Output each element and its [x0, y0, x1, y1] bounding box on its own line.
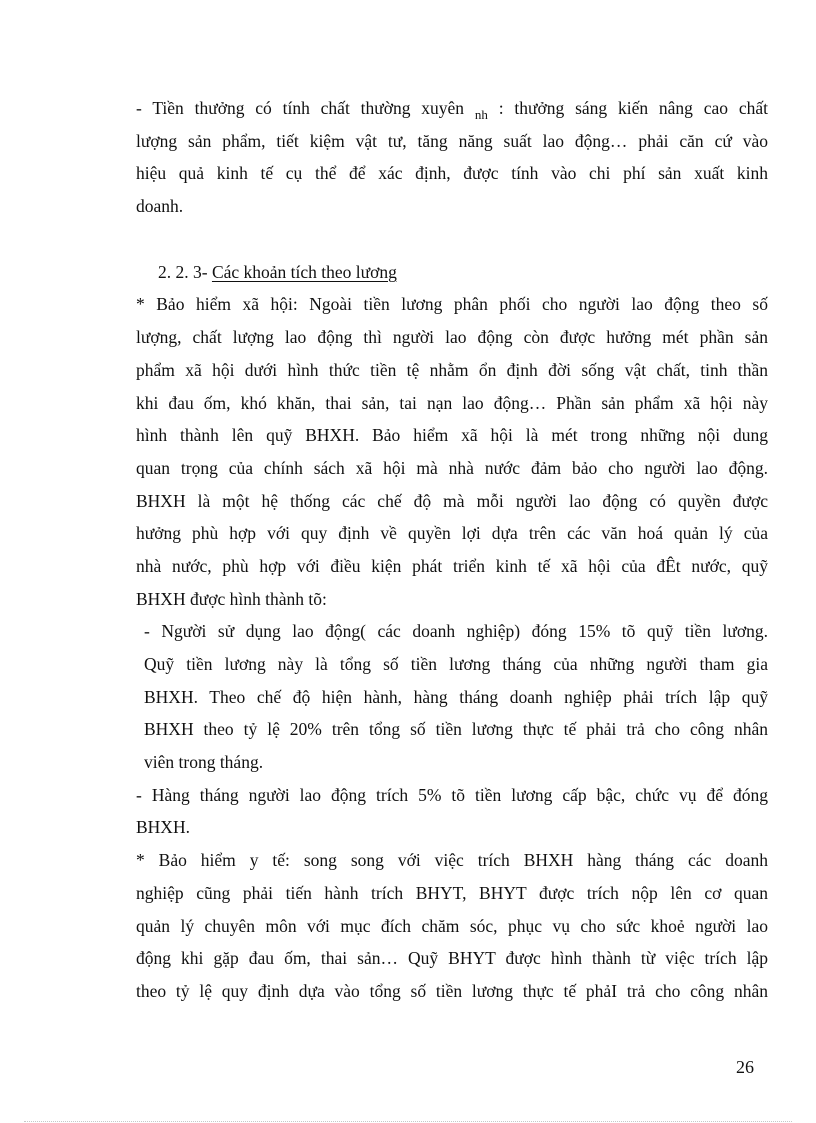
page-body	[136, 92, 768, 1008]
social-insurance-paragraph	[136, 288, 768, 615]
text-line: - Hàng tháng người lao động trích 5% tõ tiền lương cấp bậc, chức vụ để đóng	[136, 784, 768, 805]
section-number: 2. 2. 3-	[158, 261, 212, 282]
text-line: BHXH. Theo chế độ hiện hành, hàng tháng doanh nghiệp phải trích lập quỹ	[144, 686, 768, 707]
text-fragment: : thưởng sáng kiến nâng cao chất	[487, 98, 768, 118]
page-number: 26	[736, 1057, 754, 1077]
text-fragment: - Tiền thưởng có tính chất thường xuyên	[136, 98, 465, 118]
text-line: nhà nước, phù hợp với điều kiện phát triển kinh tế xã hội của đÊt nước, quỹ	[136, 555, 768, 576]
text-line: hiệu quả kinh tế cụ thể để xác định, được tính vào chi phí sản xuất kinh	[136, 163, 768, 184]
bonus-paragraph	[136, 92, 768, 223]
subscript-text: nh	[474, 107, 488, 122]
text-line: theo tỷ lệ quy định dựa vào tổng số tiền lương thực tế phảI trả cho công nhân	[136, 980, 768, 1001]
text-line: - Người sử dụng lao động( các doanh nghiệp) đóng 15% tõ quỹ tiền lương.	[144, 621, 768, 642]
text-line: doanh.	[136, 196, 184, 217]
text-line: quan trọng của chính sách xã hội mà nhà nước đảm bảo cho người lao động.	[136, 457, 768, 478]
employee-contribution-paragraph	[136, 779, 768, 844]
text-line: phẩm xã hội dưới hình thức tiền tệ nhằm ổn định đời sống vật chất, tinh thần	[136, 359, 768, 380]
text-line: * Bảo hiểm xã hội: Ngoài tiền lương phân phối cho người lao động theo số	[136, 294, 768, 315]
text-line: nghiệp cũng phải tiến hành trích BHYT, BHYT được trích nộp lên cơ quan	[136, 882, 768, 903]
text-line: hình thành lên quỹ BHXH. Bảo hiểm xã hội là mét trong những nội dung	[136, 425, 768, 446]
text-line: * Bảo hiểm y tế: song song với việc trích BHXH hàng tháng các doanh	[136, 850, 768, 871]
text-line: BHXH là một hệ thống các chế độ mà mỗi người lao động có quyền được	[136, 490, 768, 511]
footer-divider	[24, 1121, 792, 1122]
employer-contribution-paragraph	[136, 615, 768, 778]
section-heading	[136, 256, 768, 289]
paragraph-spacer	[136, 223, 768, 256]
section-title: Các khoản tích theo lương	[211, 261, 397, 282]
text-line: BHXH.	[136, 817, 190, 838]
text-line: viên trong tháng.	[144, 752, 264, 773]
text-line: quản lý chuyên môn với mục đích chăm sóc, phục vụ cho sức khoẻ người lao	[136, 915, 768, 936]
text-line: lượng sản phẩm, tiết kiệm vật tư, tăng năng suất lao động… phải căn cứ vào	[136, 130, 768, 151]
health-insurance-paragraph	[136, 844, 768, 1007]
text-line: lượng, chất lượng lao động thì người lao động còn được hưởng mét phần sản	[136, 327, 768, 348]
text-line: hưởng phù hợp với quy định về quyền lợi dựa trên các văn hoá quản lý của	[136, 523, 768, 544]
text-line: BHXH được hình thành tõ:	[136, 588, 327, 609]
text-line: khi đau ốm, khó khăn, thai sản, tai nạn lao động… Phần sản phẩm xã hội này	[136, 392, 768, 413]
text-line: động khi gặp đau ốm, thai sản… Quỹ BHYT được hình thành từ việc trích lập	[136, 948, 768, 969]
text-line	[136, 92, 768, 125]
text-line: BHXH theo tỷ lệ 20% trên tổng số tiền lương thực tế phải trả cho công nhân	[144, 719, 768, 740]
text-line: Quỹ tiền lương này là tổng số tiền lương tháng của những người tham gia	[144, 654, 768, 674]
